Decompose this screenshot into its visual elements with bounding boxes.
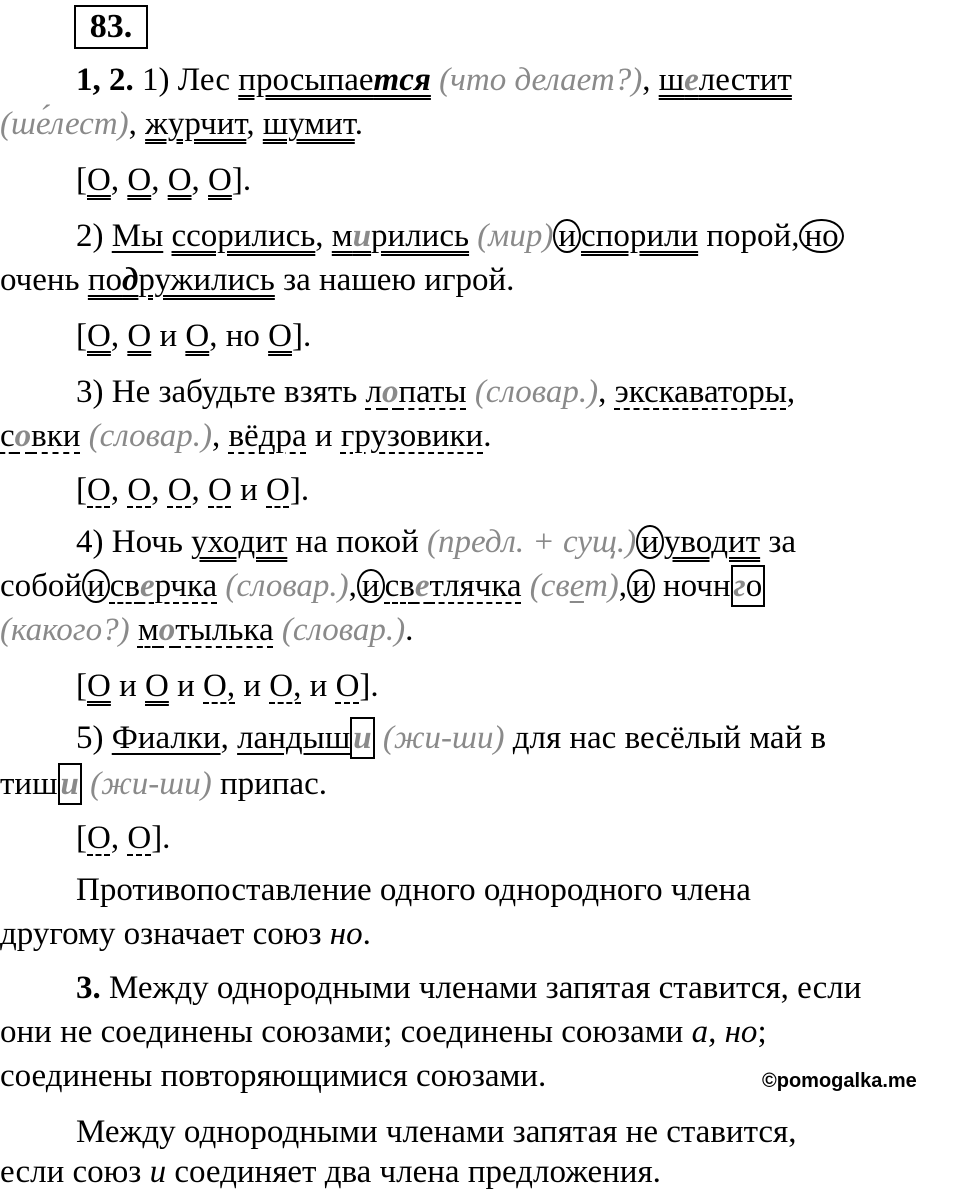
- note: (словар.): [225, 568, 349, 604]
- part-4-line-1: Между однородными членами запятая не ставится,: [76, 1114, 797, 1150]
- note: (словар.): [474, 374, 599, 410]
- conjunction-circle: и: [357, 569, 385, 603]
- ending-box: и: [58, 763, 82, 805]
- ending-box: го: [731, 565, 766, 607]
- part-4-line-2: если союз и соединяет два члена предложения.: [0, 1154, 661, 1190]
- conclusion-line-2: другому означает союз но.: [0, 916, 371, 952]
- predicate-word: просыпается: [238, 62, 431, 98]
- part-3-line-2: они не соединены союзами; соединены союзами а, но;: [0, 1014, 767, 1050]
- conjunction-circle: и: [553, 219, 581, 253]
- scheme-3: [О, О, О, О и О].: [76, 472, 310, 508]
- subject-word: ландыши: [237, 720, 375, 756]
- item-number: 2): [76, 218, 104, 254]
- note: (словар.): [281, 612, 406, 648]
- object-word: мотылька: [137, 612, 274, 648]
- ending-box: и: [350, 717, 374, 759]
- note: (что делает?): [439, 62, 643, 98]
- predicate-word: шумит: [262, 106, 355, 142]
- sentence-1-line-2: (ше́лест), журчит, шумит.: [0, 106, 364, 142]
- sentence-4-line-2: собой и сверчка (словар.), и светлячка (свет), и ночнго: [0, 564, 765, 608]
- predicate-word: шелестит: [658, 62, 792, 98]
- object-word: светлячка: [384, 568, 522, 604]
- object-word: лопаты: [365, 374, 467, 410]
- task-number: 1, 2.: [76, 62, 134, 98]
- note: (жи-ши): [90, 766, 212, 802]
- predicate-word: уходит: [191, 524, 288, 560]
- object-word: сверчка: [109, 568, 218, 604]
- subject-word: Мы: [111, 218, 164, 254]
- subject-word: Фиалки: [111, 720, 221, 756]
- subject-word: Лес: [177, 62, 231, 98]
- sentence-5-line-2: тиши (жи-ши) припас.: [0, 762, 327, 806]
- item-number: 1): [142, 62, 170, 98]
- note: (ше́лест): [0, 106, 129, 142]
- object-word: грузовики: [340, 418, 484, 454]
- note: (какого?): [0, 612, 130, 648]
- sentence-3-line-1: 3) Не забудьте взять лопаты (словар.), экскаваторы,: [76, 374, 796, 410]
- sentence-3-line-2: совки (словар.), вёдра и грузовики.: [0, 418, 492, 454]
- sentence-4-line-3: (какого?) мотылька (словар.).: [0, 612, 414, 648]
- predicate-word: мирились: [331, 218, 470, 254]
- predicate-word: подружились: [87, 262, 275, 298]
- conclusion-line-1: Противопоставление одного однородного члена: [76, 872, 751, 908]
- conjunction-circle: и: [82, 569, 110, 603]
- sentence-2-line-2: очень подружились за нашею игрой.: [0, 262, 515, 298]
- note: (мир): [477, 218, 554, 254]
- part-3-line-3: соединены повторяющимися союзами.: [0, 1058, 547, 1094]
- object-word: совки: [0, 418, 81, 454]
- sentence-5-line-1: 5) Фиалки, ландыши (жи-ши) для нас весёлый май в: [76, 716, 826, 760]
- note: (свет): [529, 568, 619, 604]
- scheme-2: [О, О и О, но О].: [76, 318, 312, 354]
- predicate-word: уводит: [663, 524, 761, 560]
- note: (предл. + сущ.): [427, 524, 637, 560]
- scheme-4: [О и О и О, и О, и О].: [76, 668, 379, 704]
- object-word: экскаваторы: [614, 374, 787, 410]
- predicate-word: журчит: [145, 106, 247, 142]
- note: (жи-ши): [382, 720, 505, 756]
- exercise-number: 83.: [74, 5, 148, 49]
- part-3-line-1: 3. Между однородными членами запятая ставится, если: [76, 970, 862, 1006]
- object-word: вёдра: [228, 418, 307, 454]
- predicate-word: ссорились: [171, 218, 316, 254]
- sentence-1-line-1: 1, 2. 1) Лес просыпается (что делает?), шелестит: [76, 62, 792, 98]
- conjunction-circle: и: [627, 569, 655, 603]
- scheme-5: [О, О].: [76, 820, 171, 856]
- scheme-1: [О, О, О, О].: [76, 162, 252, 198]
- watermark: ©pomogalka.me: [762, 1070, 917, 1092]
- item-number: 4): [76, 524, 104, 560]
- conjunction-circle: но: [799, 219, 843, 253]
- sentence-4-line-1: 4) Ночь уходит на покой (предл. + сущ.) и уводит за: [76, 524, 797, 560]
- note: (словар.): [88, 418, 212, 454]
- sentence-2-line-1: 2) Мы ссорились, мирились (мир) и спорили порой, но: [76, 214, 844, 258]
- conjunction-circle: и: [636, 525, 664, 559]
- predicate-word: спорили: [581, 218, 699, 254]
- item-number: 5): [76, 720, 104, 756]
- item-number: 3): [76, 374, 104, 410]
